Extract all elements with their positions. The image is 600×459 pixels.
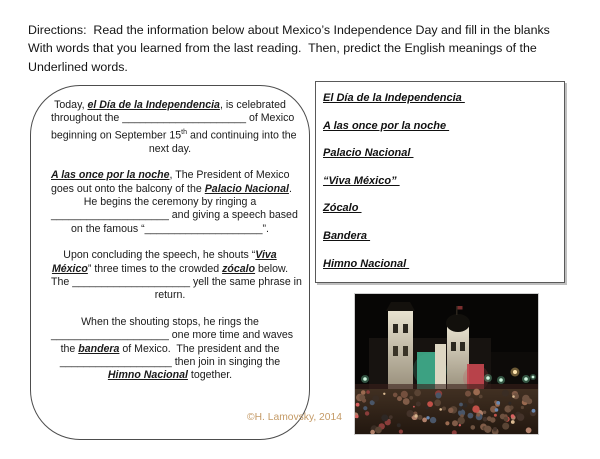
passage-line bbox=[51, 356, 289, 369]
passage-text: next day. bbox=[148, 142, 192, 155]
passage-line bbox=[51, 343, 289, 356]
passage-line bbox=[51, 249, 289, 262]
passage-line bbox=[51, 143, 289, 156]
vocab-term: Palacio Nacional bbox=[204, 182, 289, 195]
passage-text: The bbox=[51, 276, 73, 288]
passage-line bbox=[51, 276, 302, 289]
passage-text: ” three times to the crowded bbox=[87, 262, 223, 275]
word-bank-item: “Viva México” bbox=[323, 174, 400, 187]
passage-text: yell the same phrase in bbox=[190, 276, 302, 288]
passage-text: of Mexico bbox=[246, 112, 295, 125]
directions-text bbox=[28, 21, 584, 76]
passage-line bbox=[51, 223, 289, 236]
passage-paragraph bbox=[51, 169, 298, 236]
word-bank-item: A las once por la noche bbox=[323, 119, 450, 132]
passage-line bbox=[51, 99, 289, 112]
fill-in-blank: ___________________ bbox=[59, 356, 172, 369]
word-bank-item: Himno Nacional bbox=[323, 257, 410, 270]
passage-text: th bbox=[181, 128, 188, 136]
passage-text: on the famous “ bbox=[71, 222, 145, 235]
left-tower bbox=[388, 310, 413, 391]
passage-text: one more time and waves bbox=[168, 329, 294, 342]
passage-text: . bbox=[288, 182, 292, 195]
passage-text: together. bbox=[187, 369, 233, 382]
passage-text: and giving a speech based bbox=[168, 209, 298, 222]
word-bank-item: El Día de la Independencia bbox=[323, 92, 465, 104]
zocalo-photo-art bbox=[355, 294, 538, 434]
passage-line bbox=[51, 182, 292, 196]
passage-paragraph bbox=[51, 316, 294, 383]
passage-line bbox=[51, 329, 294, 342]
passage-text: , is celebrated bbox=[219, 99, 286, 111]
passage-text: beginning on September 15 bbox=[51, 129, 182, 142]
passage-text: throughout the bbox=[51, 112, 123, 125]
passage-text: of Mexico. The president and the bbox=[119, 342, 280, 355]
directions-line: With words that you learned from the last reading. Then, predict the English meanings of the bbox=[28, 41, 537, 56]
word-bank-box bbox=[315, 81, 565, 283]
passage-text: He begins the ceremony by ringing a bbox=[83, 195, 257, 208]
passage-line bbox=[51, 112, 295, 125]
vocab-term: México bbox=[51, 262, 88, 275]
vocab-term: zócalo bbox=[222, 262, 256, 275]
vocab-term: Himno Nacional bbox=[107, 369, 188, 382]
passage-text: the bbox=[60, 342, 79, 355]
vocab-term: A las once por la noche bbox=[51, 169, 170, 182]
directions-line: Directions: Read the information below about Mexico’s Independence Day and fill in the blanks bbox=[28, 23, 550, 37]
passage-line bbox=[51, 316, 289, 329]
passage-text: return. bbox=[154, 289, 186, 302]
fill-in-blank: ____________________ bbox=[51, 329, 169, 342]
passage-text: , The President of Mexico bbox=[169, 169, 290, 182]
passage-text: Upon concluding the speech, he shouts “ bbox=[63, 249, 256, 262]
passage-paragraph bbox=[51, 249, 302, 302]
directions-line: Underlined words. bbox=[28, 59, 128, 74]
zocalo-celebration-photo bbox=[354, 293, 539, 435]
passage-line bbox=[51, 289, 289, 302]
passage-line bbox=[51, 369, 289, 382]
passage-text: below. bbox=[255, 262, 289, 275]
fill-in-blank: ____________________ bbox=[144, 222, 263, 235]
vocab-term: el Día de la Independencia bbox=[87, 99, 220, 111]
word-bank-item: Bandera bbox=[323, 229, 371, 242]
passage-line bbox=[51, 263, 289, 276]
passage-text: ”. bbox=[262, 222, 269, 235]
passage-text: Today, bbox=[54, 99, 88, 111]
reading-passage bbox=[31, 86, 309, 383]
fill-in-blank: _____________________ bbox=[122, 112, 247, 125]
passage-line bbox=[51, 209, 298, 222]
passage-text: goes out onto the balcony of the bbox=[51, 182, 205, 195]
passage-text: then join in singing the bbox=[171, 356, 281, 369]
word-bank-list bbox=[316, 82, 564, 272]
fill-in-blank: ____________________ bbox=[51, 209, 169, 222]
passage-text: and continuing into the bbox=[187, 129, 297, 142]
passage-line bbox=[51, 196, 289, 209]
vocab-term: Viva bbox=[255, 249, 277, 262]
fill-in-blank: ____________________ bbox=[72, 276, 191, 288]
word-bank-item: Palacio Nacional bbox=[323, 147, 414, 160]
passage-line bbox=[51, 169, 289, 182]
passage-line bbox=[51, 126, 297, 143]
reading-passage-box bbox=[30, 85, 310, 440]
word-bank-item: Zócalo bbox=[323, 202, 362, 215]
passage-text: When the shouting stops, he rings the bbox=[81, 316, 259, 329]
passage-paragraph bbox=[51, 99, 297, 156]
vocab-term: bandera bbox=[78, 342, 120, 355]
copyright-text: ©H. Lamovsky, 2014 bbox=[247, 412, 342, 423]
